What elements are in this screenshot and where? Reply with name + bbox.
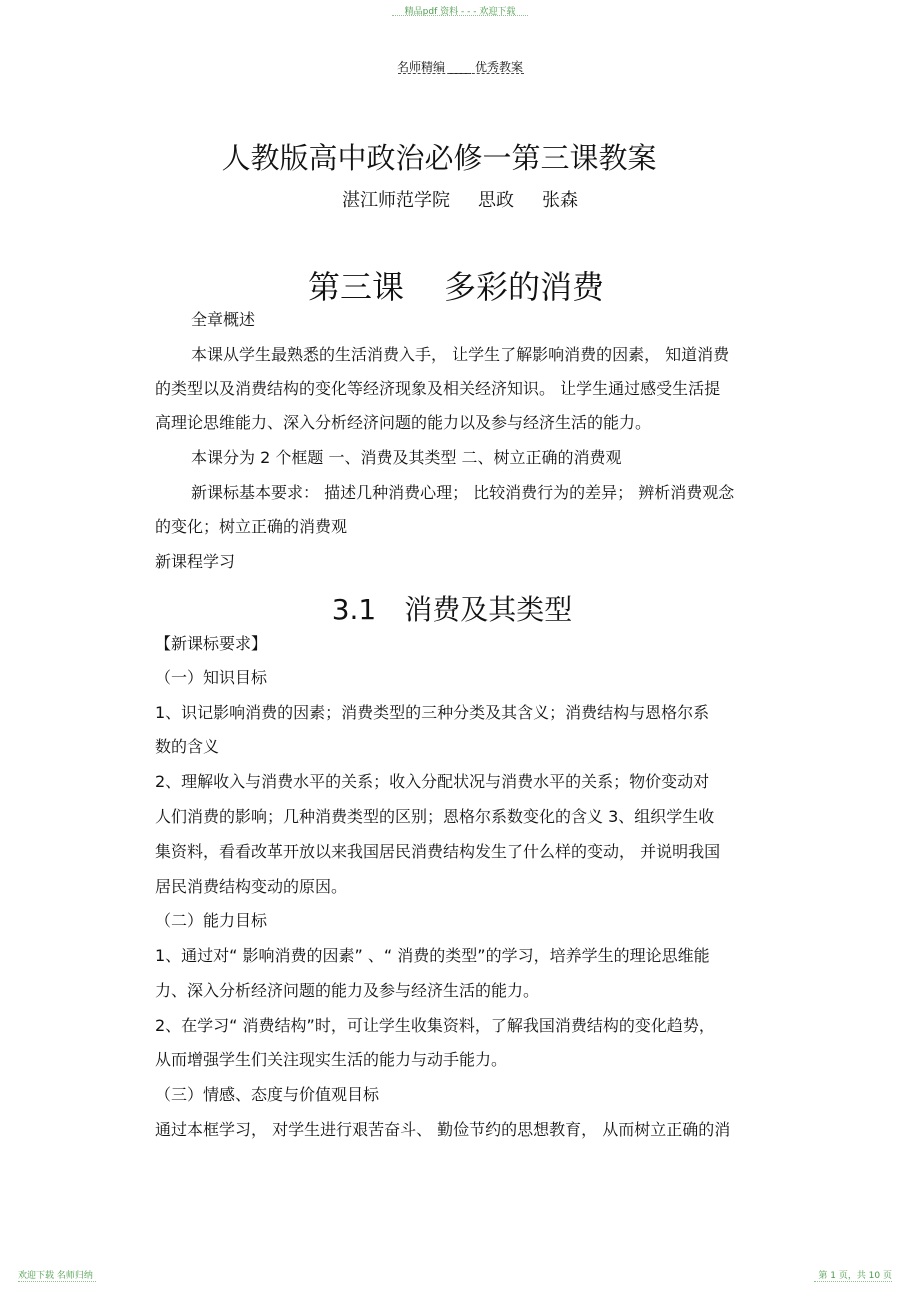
lesson-heading (0, 262, 912, 308)
paragraph-line: （二）能力目标 (155, 911, 268, 930)
paragraph-line: 居民消费结构变动的原因。 (155, 877, 348, 896)
paragraph-line: 人们消费的影响；几种消费类型的区别；恩格尔系数变化的含义 3、组织学生收 (155, 807, 715, 826)
paragraph-line: 数的含义 (155, 737, 220, 756)
paragraph-line: 从而增强学生们关注现实生活的能力与动手能力。 (155, 1050, 508, 1069)
paragraph-line: 集资料，看看改革开放以来我国居民消费结构发生了什么样的变动， 并说明我国 (155, 842, 721, 861)
lesson-title: 多彩的消费 (444, 268, 605, 306)
doc-author (0, 186, 920, 212)
author-name: 张森 (542, 190, 578, 211)
paragraph-line: （一）知识目标 (155, 668, 268, 687)
header-rule (398, 73, 524, 74)
author-school: 湛江师范学院 (342, 190, 450, 211)
paragraph-line: 的类型以及消费结构的变化等经济现象及相关经济知识。 让学生通过感受生活提 (155, 379, 721, 398)
paragraph-line: 2、在学习“ 消费结构”时，可让学生收集资料，了解我国消费结构的变化趋势， (155, 1016, 715, 1035)
doc-title: 人教版高中政治必修一第三课教案 (221, 141, 657, 175)
header-right: 优秀教案 (475, 60, 524, 74)
paragraph-line: 2、理解收入与消费水平的关系；收入分配状况与消费水平的关系；物价变动对 (155, 772, 710, 791)
paragraph-line: 本课从学生最熟悉的生活消费入手， 让学生了解影响消费的因素， 知道消费 (191, 345, 730, 364)
paragraph-line: 通过本框学习， 对学生进行艰苦奋斗、 勤俭节约的思想教育， 从而树立正确的消 (155, 1120, 731, 1139)
paragraph-line: 力、深入分析经济问题的能力及参与经济生活的能力。 (155, 981, 540, 1000)
paragraph-line: 全章概述 (191, 310, 256, 329)
lesson-number: 第三课 (307, 268, 404, 306)
section-heading (0, 588, 904, 628)
paragraph-line: 新课标基本要求： 描述几种消费心理； 比较消费行为的差异； 辨析消费观念 (191, 483, 735, 502)
paragraph-line: 新课程学习 (155, 552, 236, 571)
watermark-top: 精品pdf 资料 - - - 欢迎下载 (404, 7, 516, 17)
section-title: 消费及其类型 (404, 593, 573, 626)
paragraph-line: 1、识记影响消费的因素；消费类型的三种分类及其含义；消费结构与恩格尔系 (155, 703, 710, 722)
watermark-top-dots (392, 15, 528, 16)
paragraph-line: 【新课标要求】 (155, 634, 268, 653)
author-dept: 思政 (478, 190, 514, 211)
paragraph-line: 的变化；树立正确的消费观 (155, 517, 348, 536)
section-number: 3.1 (331, 593, 377, 626)
paragraph-line: 1、通过对“ 影响消费的因素” 、“ 消费的类型”的学习，培养学生的理论思维能 (155, 946, 710, 965)
page-counter: 第 1 页，共 10 页 (818, 1271, 892, 1281)
paragraph-line: 高理论思维能力、深入分析经济问题的能力以及参与经济生活的能力。 (155, 413, 652, 432)
watermark-bottom-left: 欢迎下载 名师归纳 (18, 1271, 93, 1281)
paragraph-line: （三）情感、态度与价值观目标 (155, 1085, 380, 1104)
watermark-bottom-left-dots (18, 1281, 96, 1282)
paragraph-line: 本课分为 2 个框题 一、消费及其类型 二、树立正确的消费观 (191, 448, 622, 467)
watermark-bottom-right-dots (814, 1281, 892, 1282)
header-left: 名师精编 (396, 60, 445, 74)
